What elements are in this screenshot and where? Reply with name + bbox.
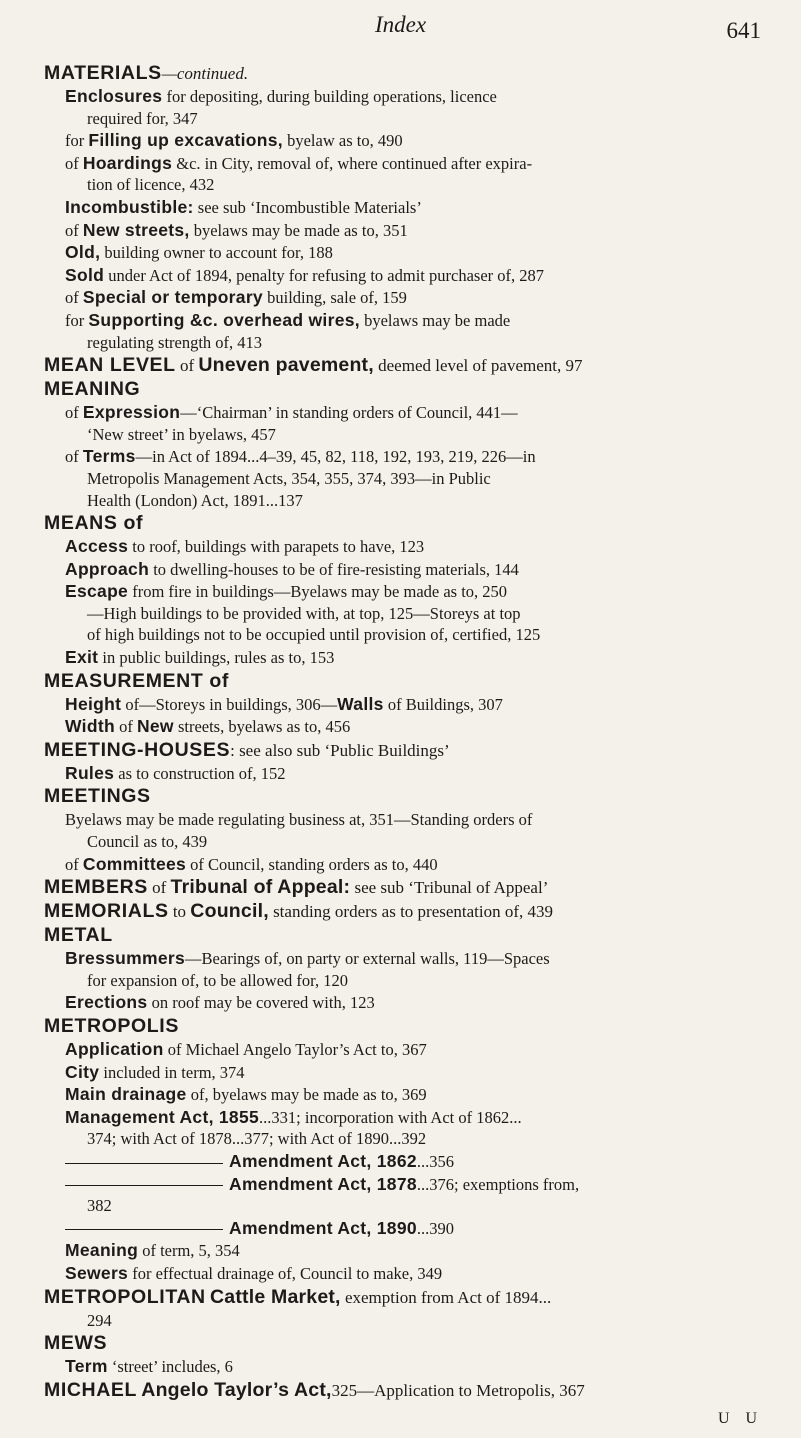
signature-mark: U U <box>718 1410 764 1427</box>
heading-meeting-houses: MEETING-HOUSES: see also sub ‘Public Buildings’ <box>44 738 450 761</box>
page-number: 641 <box>726 18 761 43</box>
entry-amendment-1890: Amendment Act, 1890...390 <box>44 1218 772 1240</box>
heading-metropolitan: METROPOLITAN Cattle Market, exemption from Act of 1894... <box>44 1285 552 1308</box>
entry-enclosures: Enclosures for depositing, during building operations, licence required for, 347 <box>65 86 497 128</box>
heading-metal: METAL <box>44 924 113 947</box>
entry-byelaws: Byelaws may be made regulating business at, 351—Standing orders of Council as to, 439 <box>65 810 533 852</box>
heading-michael: MICHAEL Angelo Taylor’s Act,325—Application to Metropolis, 367 <box>44 1378 585 1401</box>
heading-members: MEMBERS of Tribunal of Appeal: see sub ‘Tribunal of Appeal’ <box>44 876 549 899</box>
index-body <box>44 62 772 1403</box>
entry-bressummers: Bressummers—Bearings of, on party or external walls, 119—Spaces for expansion of, to be allowed for, 120 <box>65 948 550 990</box>
entry-terms: of Terms—in Act of 1894...4–39, 45, 82, 118, 192, 193, 219, 226—in Metropolis Management Acts, 354, 355, 374, 393—in Public Health (London) Act, 1891...137 <box>65 446 536 510</box>
entry-height: Height of—Storeys in buildings, 306—Walls of Buildings, 307 <box>65 693 503 714</box>
entry-main-drainage: Main drainage of, byelaws may be made as to, 369 <box>65 1084 427 1105</box>
entry-rules: Rules as to construction of, 152 <box>65 762 286 783</box>
entry-supporting: for Supporting &c. overhead wires, byelaws may be made regulating strength of, 413 <box>65 309 511 352</box>
entry-access: Access to roof, buildings with parapets to have, 123 <box>65 536 425 557</box>
entry-amendment-1878: Amendment Act, 1878...376; exemptions from, 382 <box>44 1174 772 1217</box>
entry-approach: Approach to dwelling-houses to be of fire-resisting materials, 144 <box>65 558 519 579</box>
heading-materials: MATERIALS—continued. <box>44 62 249 84</box>
entry-metropolitan-cont: 294 <box>87 1310 112 1330</box>
heading-mews: MEWS <box>44 1332 108 1355</box>
heading-means-of: MEANS of <box>44 512 144 535</box>
entry-erections: Erections on roof may be covered with, 123 <box>65 992 375 1013</box>
heading-memorials: MEMORIALS to Council, standing orders as to presentation of, 439 <box>44 900 554 923</box>
running-head: Index <box>374 12 427 37</box>
entry-filling: for Filling up excavations, byelaw as to, 490 <box>65 130 403 151</box>
entry-old: Old, building owner to account for, 188 <box>65 242 333 263</box>
entry-term: Term ‘street’ includes, 6 <box>65 1356 233 1377</box>
entry-special: of Special or temporary building, sale of, 159 <box>65 287 407 308</box>
continued-label: —continued. <box>161 64 249 83</box>
heading-measurement: MEASUREMENT of <box>44 669 229 692</box>
entry-hoardings: of Hoardings &c. in City, removal of, where continued after expira- tion of licence, 432 <box>65 152 533 195</box>
heading-metropolis: METROPOLIS <box>44 1015 179 1037</box>
entry-sold: Sold under Act of 1894, penalty for refusing to admit purchaser of, 287 <box>65 264 545 285</box>
entry-new-streets: of New streets, byelaws may be made as to, 351 <box>65 219 408 240</box>
heading-mean-level: MEAN LEVEL of Uneven pavement, deemed level of pavement, 97 <box>44 354 583 377</box>
entry-application: Application of Michael Angelo Taylor’s Act to, 367 <box>65 1039 427 1059</box>
entry-expression: of Expression—‘Chairman’ in standing orders of Council, 441— ‘New street’ in byelaws, 457 <box>65 402 518 444</box>
heading-meetings: MEETINGS <box>44 785 151 808</box>
entry-management-act: Management Act, 1855...331; incorporation with Act of 1862... 374; with Act of 1878...377; with Act of 1890...392 <box>65 1106 522 1149</box>
heading-meaning: MEANING <box>44 378 141 401</box>
entry-city: City included in term, 374 <box>65 1061 245 1082</box>
entry-escape: Escape from fire in buildings—Byelaws may be made as to, 250 —High buildings to be provided with, at top, 125—Storeys at top of high buildings not to be occupied until provision of, certified, 125 <box>65 581 541 645</box>
entry-exit: Exit in public buildings, rules as to, 153 <box>65 647 335 668</box>
entry-width: Width of New streets, byelaws as to, 456 <box>65 716 351 737</box>
entry-sewers: Sewers for effectual drainage of, Council to make, 349 <box>65 1262 443 1283</box>
entry-incombustible: Incombustible: see sub ‘Incombustible Materials’ <box>65 196 422 217</box>
entry-meaning-term: Meaning of term, 5, 354 <box>65 1240 240 1261</box>
entry-amendment-1862: Amendment Act, 1862...356 <box>44 1151 772 1173</box>
entry-committees: of Committees of Council, standing orders as to, 440 <box>65 853 438 874</box>
